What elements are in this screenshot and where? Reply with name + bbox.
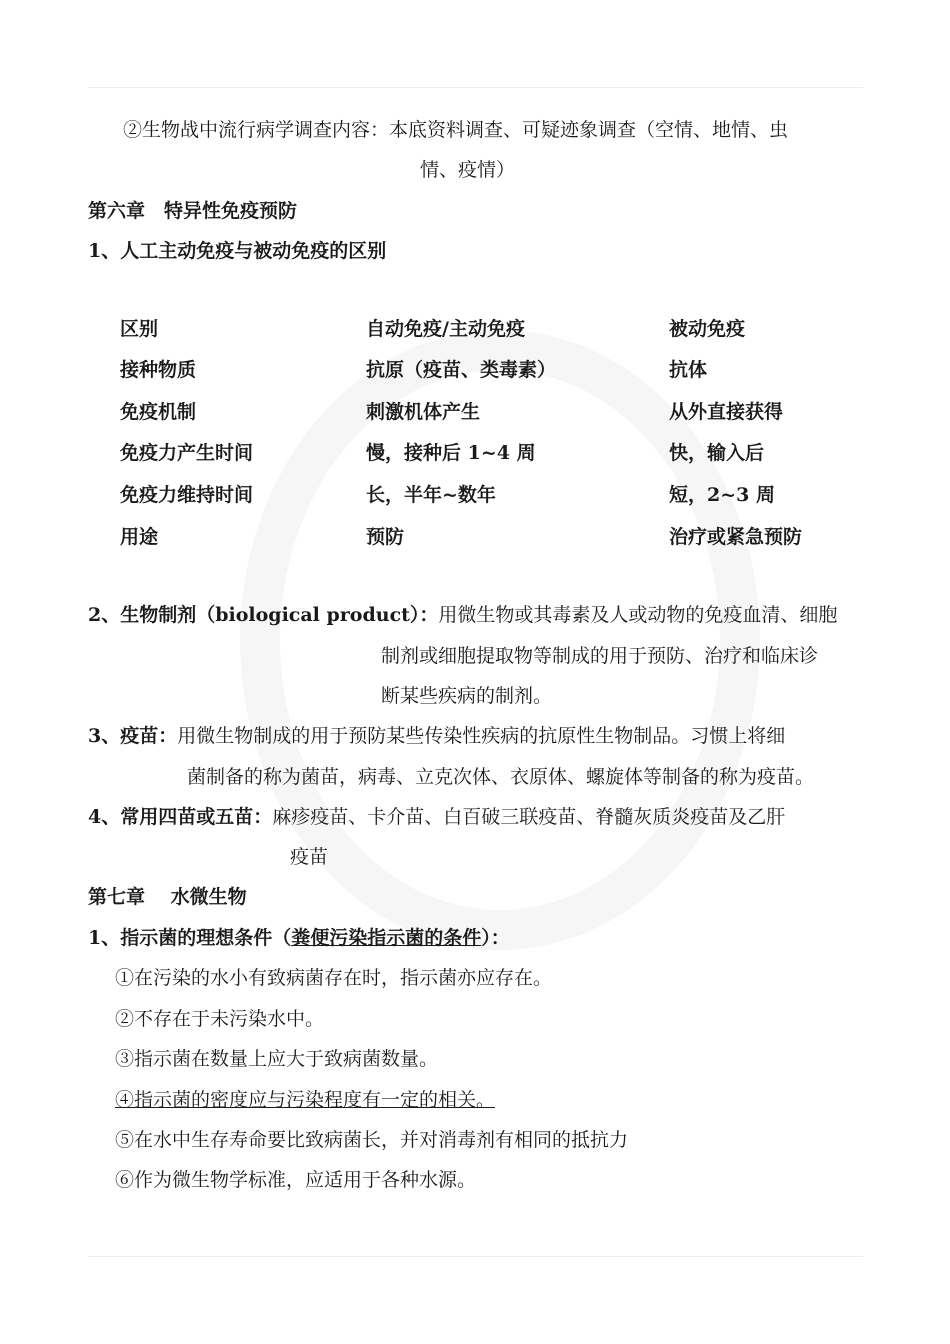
item1-underlined: 粪便污染指示菌的条件: [291, 927, 482, 949]
chapter7-title: 第七章 水微生物: [88, 886, 247, 908]
item3-text: 用微生物制成的用于预防某些传染性疾病的抗原性生物制品。习惯上将细: [177, 725, 786, 747]
table-cell: 长，半年~数年: [366, 484, 496, 506]
item3-line-1: [88, 724, 785, 748]
item2-text: 用微生物或其毒素及人或动物的免疫血清、细胞: [438, 604, 838, 626]
intro-line-1: ②生物战中流行病学调查内容：本底资料调查、可疑迹象调查（空情、地情、虫: [123, 119, 789, 141]
chapter7-item1-title: [88, 926, 510, 950]
condition-item: ②不存在于未污染水中。: [115, 1008, 325, 1030]
item4-label: 4、常用四苗或五苗：: [88, 806, 273, 828]
condition-item: ④指示菌的密度应与污染程度有一定的相关。: [115, 1089, 496, 1111]
item2-line-2: 制剂或细胞提取物等制成的用于预防、治疗和临床诊: [381, 645, 819, 667]
item4-line-2: 疫苗: [290, 846, 329, 868]
intro-line-2: 情、疫情）: [420, 159, 516, 181]
table-cell: 慢，接种后 1~4 周: [366, 442, 536, 464]
table-header: 被动免疫: [669, 318, 746, 340]
item3-label: 3、疫苗：: [88, 725, 178, 747]
item4-line-1: [88, 805, 785, 829]
table-header: 自动免疫/主动免疫: [366, 318, 525, 340]
table-cell: 接种物质: [120, 359, 197, 381]
table-header: 区别: [120, 318, 159, 340]
table-cell: 刺激机体产生: [366, 401, 481, 423]
item3-line-2: 菌制备的称为菌苗，病毒、立克次体、衣原体、螺旋体等制备的称为疫苗。: [187, 766, 815, 788]
table-cell: 免疫机制: [120, 401, 197, 423]
item2-line-3: 断某些疾病的制剂。: [381, 685, 553, 707]
item2-line-1: [88, 603, 837, 627]
table-cell: 抗原（疫苗、类毒素）: [366, 359, 557, 381]
condition-item: ①在污染的水小有致病菌存在时，指示菌亦应存在。: [115, 967, 553, 989]
item1-prefix: 1、指示菌的理想条件（: [88, 927, 292, 949]
item4-text: 麻疹疫苗、卡介苗、白百破三联疫苗、脊髓灰质炎疫苗及乙肝: [272, 806, 786, 828]
table-cell: 从外直接获得: [669, 401, 784, 423]
chapter6-title: 第六章 特异性免疫预防: [88, 200, 298, 222]
table-cell: 预防: [366, 526, 405, 548]
table-cell: 治疗或紧急预防: [669, 526, 803, 548]
table-cell: 快，输入后: [669, 442, 765, 464]
table-cell: 用途: [120, 526, 159, 548]
item1-suffix: ）：: [481, 927, 510, 949]
condition-item: ⑥作为微生物学标准，应适用于各种水源。: [115, 1169, 477, 1191]
footer-rule: [88, 1256, 863, 1257]
condition-item: ⑤在水中生存寿命要比致病菌长，并对消毒剂有相同的抵抗力: [115, 1129, 629, 1151]
item2-label: 2、生物制剂（biological product）：: [88, 604, 439, 626]
table-cell: 免疫力维持时间: [120, 484, 254, 506]
table-cell: 免疫力产生时间: [120, 442, 254, 464]
chapter6-item1-title: 1、人工主动免疫与被动免疫的区别: [88, 240, 387, 262]
condition-item: ③指示菌在数量上应大于致病菌数量。: [115, 1048, 439, 1070]
table-cell: 抗体: [669, 359, 708, 381]
table-cell: 短，2~3 周: [669, 484, 775, 506]
header-rule: [88, 87, 863, 88]
